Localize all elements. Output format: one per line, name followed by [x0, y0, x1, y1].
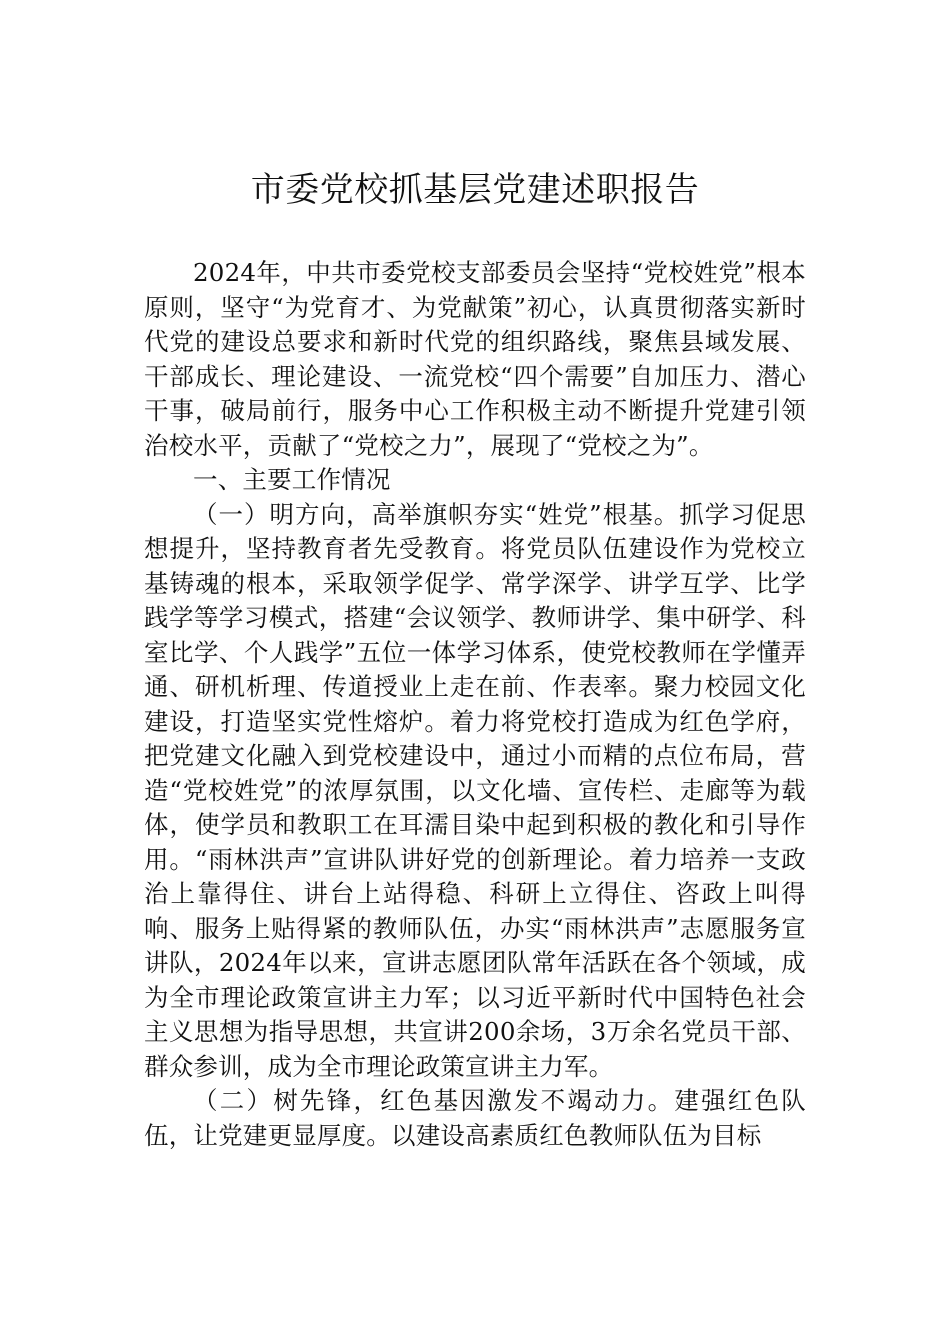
- paragraph-section-1: （一）明方向，高举旗帜夯实“姓党”根基。抓学习促思想提升，坚持教育者先受教育。将党员队伍建设作为党校立基铸魂的根本，采取领学促学、常学深学、讲学互学、比学践学等学习模式，搭建“会议领学、教师讲学、集中研学、科室比学、个人践学”五位一体学习体系，使党校教师在学懂弄通、研机析理、传道授业上走在前、作表率。聚力校园文化建设，打造坚实党性熔炉。着力将党校打造成为红色学府，把党建文化融入到党校建设中，通过小而精的点位布局，营造“党校姓党”的浓厚氛围，以文化墙、宣传栏、走廊等为载体，使学员和教职工在耳濡目染中起到积极的教化和引导作用。“雨林洪声”宣讲队讲好党的创新理论。着力培养一支政治上靠得住、讲台上站得稳、科研上立得住、咨政上叫得响、服务上贴得紧的教师队伍，办实“雨林洪声”志愿服务宣讲队，2024年以来，宣讲志愿团队常年活跃在各个领域，成为全市理论政策宣讲主力军；以习近平新时代中国特色社会主义思想为指导思想，共宣讲200余场，3万余名党员干部、群众参训，成为全市理论政策宣讲主力军。: [144, 499, 806, 1081]
- document-body: [144, 256, 806, 1153]
- paragraph-section-2: （二）树先锋，红色基因激发不竭动力。建强红色队伍，让党建更显厚度。以建设高素质红色教师队伍为目标: [144, 1086, 806, 1150]
- document-title: 市委党校抓基层党建述职报告: [250, 170, 700, 210]
- paragraph-intro: 2024年，中共市委党校支部委员会坚持“党校姓党”根本原则，坚守“为党育才、为党献策”初心，认真贯彻落实新时代党的建设总要求和新时代党的组织路线，聚焦县域发展、干部成长、理论建设、一流党校“四个需要”自加压力、潜心干事，破局前行，服务中心工作积极主动不断提升党建引领治校水平，贡献了“党校之力”，展现了“党校之为”。: [144, 258, 806, 460]
- section-heading-main-work: 一、主要工作情况: [193, 465, 391, 494]
